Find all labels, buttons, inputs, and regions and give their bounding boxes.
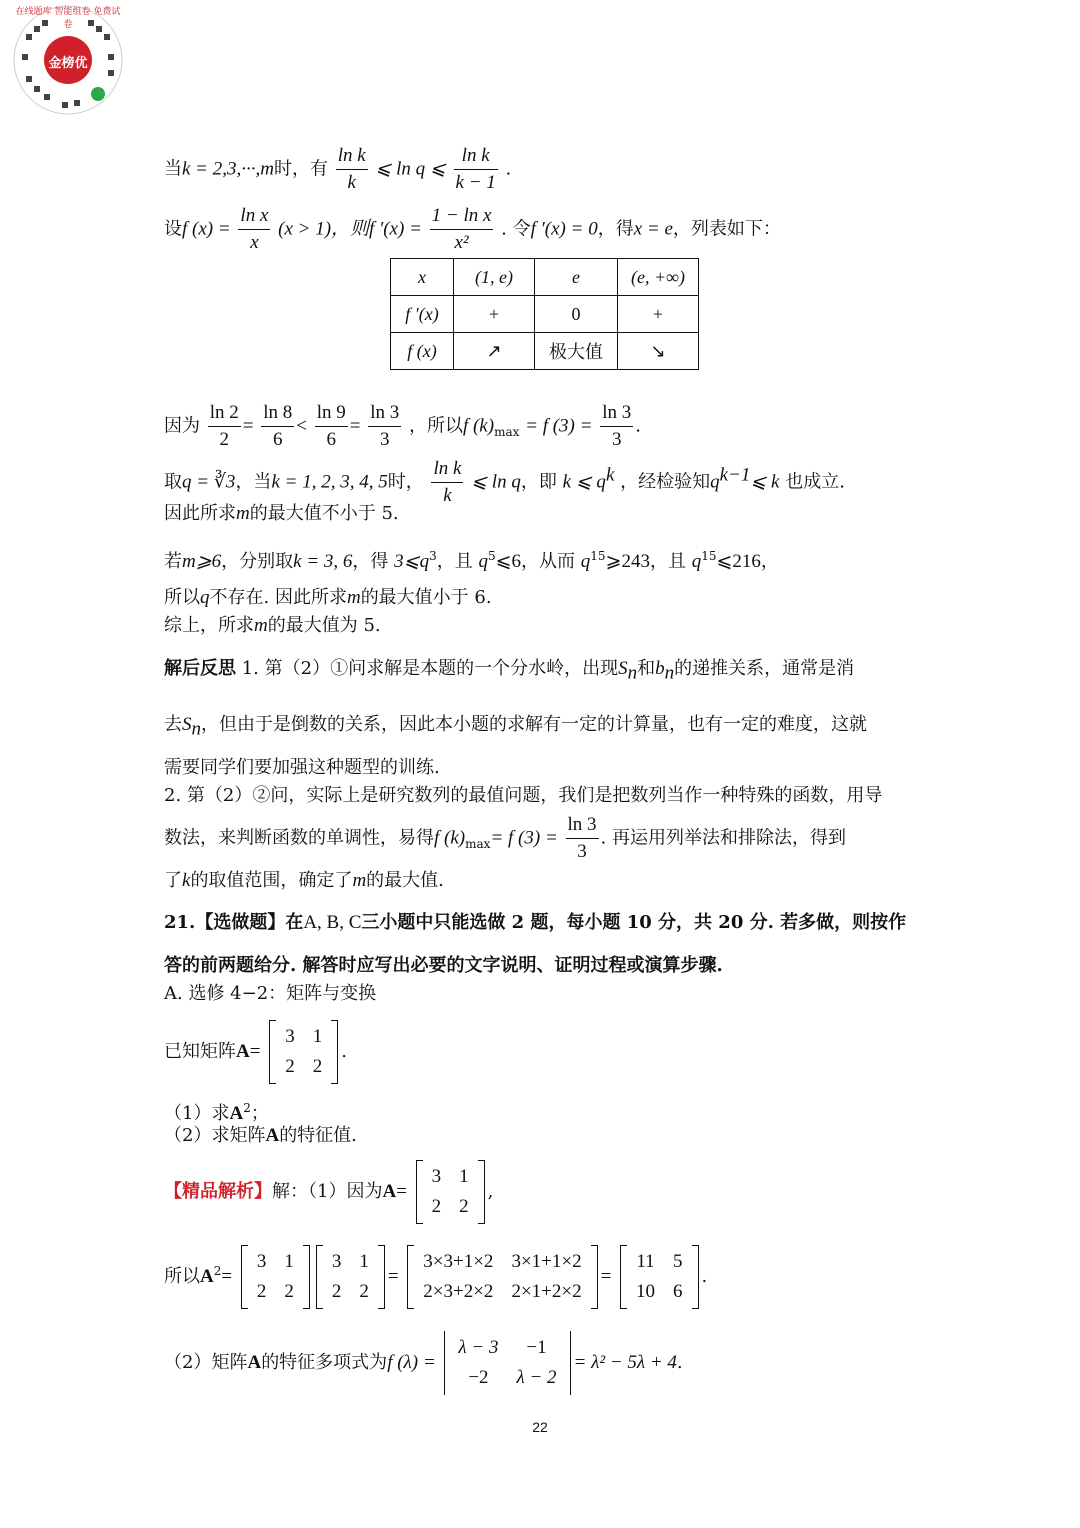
line-5: 因此所求m的最大值不小于 5. <box>164 503 399 524</box>
reflection-line-4: 2. 第（2）②问，实际上是研究数列的最值问题，我们是把数列当作一种特殊的函数，用导 <box>164 785 883 806</box>
matrix-a: 3 1 2 2 <box>269 1020 338 1084</box>
solution-line-2: 所以$A^2=$ 3 1 2 2 3 1 2 2 = 3×3+1×2 3×1+1×2 2×3+2×2 2×1+2×2 = 11 5 10 6 . <box>164 1245 707 1309</box>
line-6: 若m⩾6，分别取k = 3, 6，得 $3⩽q^3$，且 $q^5⩽6$，从而 $q^{15}⩾243$，且 $q^{15}⩽216$， <box>164 549 779 572</box>
table-row: f (x) ↗ 极大值 ↘ <box>391 333 699 370</box>
logo-center-text: 金榜优 <box>48 56 88 71</box>
q21-part-1: （1）求$A^2$； <box>164 1101 269 1124</box>
q21-line-2: 答的前两题给分. 解答时应写出必要的文字说明、证明过程或演算步骤. <box>164 955 723 976</box>
solution-line-3: （2）矩阵A的特征多项式为f (λ) = λ − 3 −1 −2 λ − 2 = λ² − 5λ + 4. <box>164 1331 683 1395</box>
table-row: f ′(x) + 0 + <box>391 296 699 333</box>
q21-matrix-line: 已知矩阵A= 3 1 2 2 . <box>164 1020 347 1084</box>
reflection-line-6: 了k的取值范围，确定了m的最大值. <box>164 870 444 891</box>
page-number: 22 <box>532 1419 548 1435</box>
line-8: 综上，所求m的最大值为 5. <box>164 615 381 636</box>
solution-line-1: 【精品解析】解：（1）因为A= 3 1 2 2 , <box>164 1160 493 1224</box>
line-3: 因为 $\frac{\ln 2}{2}$ = $\frac{\ln 8}{6}$ < $\frac{\ln 9}{6}$ = $\frac{\ln 3}{3}$ ，所以f $(k)_{max} = f$ (3) = $\frac{\ln 3}{3}$ . <box>164 402 641 450</box>
reflection-line-1: 解后反思 1. 第（2）①问求解是本题的一个分水岭，出现$S_n$和$b_n$的递推关系，通常是消 <box>164 658 855 684</box>
reflection-line-3: 需要同学们要加强这种题型的训练. <box>164 757 440 778</box>
line-7: 所以q不存在. 因此所求m的最大值小于 6. <box>164 587 492 608</box>
reflection-line-2: 去$S_n$，但由于是倒数的关系，因此本小题的求解有一定的计算量，也有一定的难度，这就 <box>164 714 867 740</box>
table-row: x (1, e) e (e, +∞) <box>391 259 699 296</box>
logo-ring-text: 在线题库 智能组卷 免费试卷 <box>15 7 121 30</box>
line-1: 当k = 2,3,···,m时，有 $\frac{\text{ln k}}{k}$ ⩽ ln q ⩽ $\frac{\text{ln k}}{k - 1}$ . <box>164 145 512 193</box>
variation-table <box>390 258 699 370</box>
q21-line-3: A. 选修 4−2：矩阵与变换 <box>164 983 377 1004</box>
line-4: 取q = ∛3，当k = 1, 2, 3, 4, 5时， $\frac{\text{ln k}}{k}$ ⩽ ln q，即 k ⩽ $q^k$ ，经检验知$q^{k-1}⩽$ k 也成立. <box>164 458 845 506</box>
q21-part-2: （2）求矩阵A的特征值. <box>164 1125 357 1146</box>
reflection-line-5: 数法，来判断函数的单调性，易得f $(k)_{max}= f$ (3) = $\frac{\ln 3}{3}$ . 再运用列举法和排除法，得到 <box>164 814 846 862</box>
q21-line-1: 21.【选做题】在A, B, C三小题中只能选做 2 题，每小题 10 分，共 20 分. 若多做，则按作 <box>164 912 907 933</box>
line-2: 设f (x) = $\frac{\text{ln x}}{x}$ (x > 1)，则f ′(x) = $\frac{\text{1 − ln x}}{\text{x²}}$ . 令f ′(x) = 0，得x = e，列表如下： <box>164 205 781 253</box>
